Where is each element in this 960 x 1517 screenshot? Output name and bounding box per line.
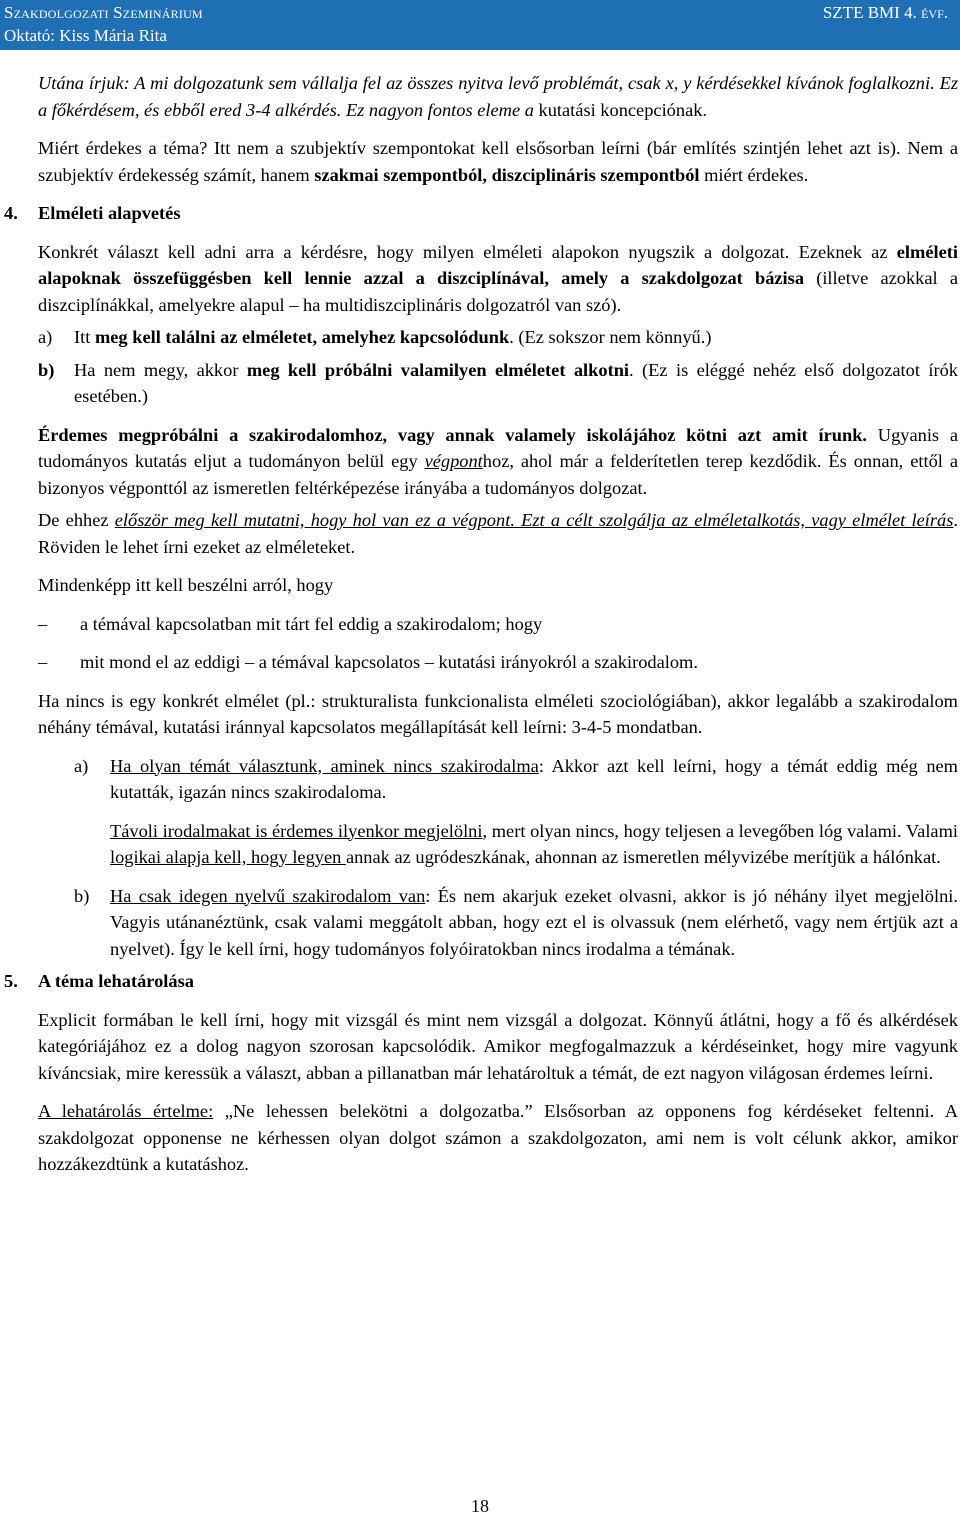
program-label: SZTE BMI 4. évf.	[822, 3, 948, 22]
list-bold: meg kell próbálni valamilyen elméletet alkotni	[246, 359, 630, 380]
theory-paragraph	[38, 239, 958, 319]
section-4-title: Elméleti alapvetés	[38, 203, 181, 223]
far-underline: Távoli irodalmakat is érdemes ilyenkor megjelölni	[110, 820, 483, 841]
why-bold: szakmai szempontból, diszciplináris szempontból	[314, 164, 700, 185]
case-label: a)	[74, 755, 89, 776]
case-b	[38, 883, 958, 963]
dash-text: mit mond el az eddigi – a témával kapcsolatos – kutatási irányokról a szakirodalom.	[80, 652, 698, 672]
list-label: b)	[38, 359, 55, 380]
scope-underline: A lehatárolás értelme:	[38, 1101, 214, 1121]
why-paragraph	[38, 135, 958, 188]
section-5-title: A téma lehatárolása	[38, 971, 194, 991]
why-text-end: miért érdekes.	[699, 164, 809, 185]
case-text: : Akkor azt kell leírni, hogy a témát eddig még nem kutatták, igazán nincs szakirodaloma.	[110, 755, 958, 802]
worth-bold: Érdemes megpróbálni a szakirodalomhoz, vagy annak valamely iskolájához kötni azt amit írunk.	[38, 424, 868, 445]
scope-text: „Ne lehessen belekötni a dolgozatba.” Elsősorban az opponens fog kérdéseket feltenni. A szakdolgozat opponense ne kérhessen olyan dolgot számon a szakdolgozaton, ami nem is volt célunk akkor, amikor hozzákezdtünk a kutatáshoz.	[38, 1101, 958, 1174]
case-underline: Ha csak idegen nyelvű szakirodalom van	[110, 885, 426, 906]
intro-tail: kutatási koncepciónak.	[533, 99, 708, 120]
far-text-end: annak az ugródeszkának, ahonnan az ismeretlen mélyvizébe merítjük a hálónkat.	[345, 847, 941, 867]
list-text: Itt	[74, 327, 95, 347]
page-header	[0, 0, 960, 50]
section-5-heading	[4, 968, 958, 995]
first-paragraph	[38, 507, 958, 560]
worth-paragraph	[38, 422, 958, 502]
intro-paragraph	[38, 70, 958, 123]
scope-meaning-paragraph	[38, 1098, 958, 1178]
list-text: Ha nem megy, akkor	[74, 359, 247, 380]
list-text-end: . (Ez sokszor nem könnyű.)	[509, 327, 712, 347]
dash-text: a témával kapcsolatban mit tárt fel eddig a szakirodalom; hogy	[80, 613, 543, 634]
case-underline: Ha olyan témát választunk, aminek nincs szakirodalma	[110, 755, 539, 776]
none-paragraph: Ha nincs is egy konkrét elmélet (pl.: strukturalista funkcionalista elméleti szociológiában), akkor legalább a szakirodalom néhány témával, kutatási iránnyal kapcsolatos megállapítását kell leírni: 3-4-5 mondatban.	[38, 690, 958, 737]
section-5-number: 5.	[4, 971, 18, 991]
course-title: Szakdolgozati Szeminárium	[4, 3, 203, 22]
case-a	[38, 753, 958, 806]
theory-bold: elméleti alapoknak összefüggésben kell lennie azzal a diszciplínával, amely a szakdolgozat bázisa	[38, 241, 958, 288]
document-body	[4, 70, 959, 1178]
dash-symbol: –	[38, 652, 48, 672]
section-4-number: 4.	[4, 203, 18, 223]
dash-item	[38, 649, 958, 676]
far-text: , mert olyan nincs, hogy teljesen a levegőben lóg valami. Valami	[482, 820, 959, 841]
list-text-end: . (Ez is eléggé nehéz első dolgozatot írók esetében.)	[74, 359, 958, 406]
scope-paragraph: Explicit formában le kell írni, hogy mit vizsgál és mint nem vizsgál a dolgozat. Könnyű átlátni, hogy a fő és alkérdések kategóriájához ez a dolog nagyon szorosan kapcsolódik. Amikor megfogalmazzuk a kérdéseinket, hogy mire vagyunk kíváncsiak, mire keressük a választ, abban a pillanatban már lehatároltuk a témát, de ezt nagyon világosan érdemes leírni.	[38, 1009, 958, 1083]
section-4-heading	[4, 200, 958, 227]
why-text: Miért érdekes a téma? Itt nem a szubjektív szempontokat kell elsősorban leírni (bár említés szintjén lehet azt is). Nem a szubjektív érdekesség számít, hanem	[38, 138, 958, 185]
first-text-end: . Röviden le lehet írni ezeket az elméleteket.	[38, 510, 958, 557]
worth-underline: végpont	[424, 451, 483, 471]
case-a-continued	[38, 818, 958, 871]
list-label: a)	[38, 327, 53, 347]
page-number: 18	[471, 1496, 489, 1516]
worth-text-end: hoz, ahol már a felderítetlen terep kezdődik. És onnan, ettől a bizonyos végponttól az ismeretlen feltérképezése irányába a tudományos dolgozat.	[38, 451, 958, 498]
case-label: b)	[74, 885, 90, 906]
first-text: De ehhez	[38, 510, 115, 530]
theory-text-end: (illetve azokkal a diszciplínákkal, amelyekre alapul – ha multidiszciplináris dolgozatról van szó).	[38, 268, 958, 315]
theory-text: Konkrét választ kell adni arra a kérdésre, hogy milyen elméleti alapokon nyugszik a dolgozat. Ezeknek az	[38, 241, 897, 262]
list-item-a	[38, 324, 958, 351]
list-item-b	[38, 357, 958, 410]
case-text: : És nem akarjuk ezeket olvasni, akkor is jó néhány ilyet megjelölni. Vagyis utánanéztünk, csak valami meggátolt abban, hogy ezt el is olvassuk (nem elérhető, vagy nem értjük azt a nyelvet). Így le kell írni, hogy tudományos folyóiratokban nincs irodalma a témának.	[110, 885, 958, 959]
list-bold: meg kell találni az elméletet, amelyhez kapcsolódunk	[94, 327, 510, 347]
dash-symbol: –	[38, 613, 48, 634]
must-paragraph: Mindenképp itt kell beszélni arról, hogy	[38, 575, 334, 595]
far-underline-2: logikai alapja kell, hogy legyen	[110, 847, 346, 867]
teacher-name: Oktató: Kiss Mária Rita	[4, 26, 167, 45]
intro-italic: Utána írjuk: A mi dolgozatunk sem vállalja fel az összes nyitva levő problémát, csak x, y kérdésekkel kívánok foglalkozni. Ez a főkérdésem, és ebből ered 3-4 alkérdés. Ez nagyon fontos eleme a	[38, 73, 958, 120]
dash-item	[38, 611, 958, 638]
worth-text: Ugyanis a tudományos kutatás eljut a tudományon belül egy	[38, 424, 959, 471]
first-underline: először meg kell mutatni, hogy hol van ez a végpont. Ezt a célt szolgálja az elméletalkotás, vagy elmélet leírás	[114, 510, 954, 530]
